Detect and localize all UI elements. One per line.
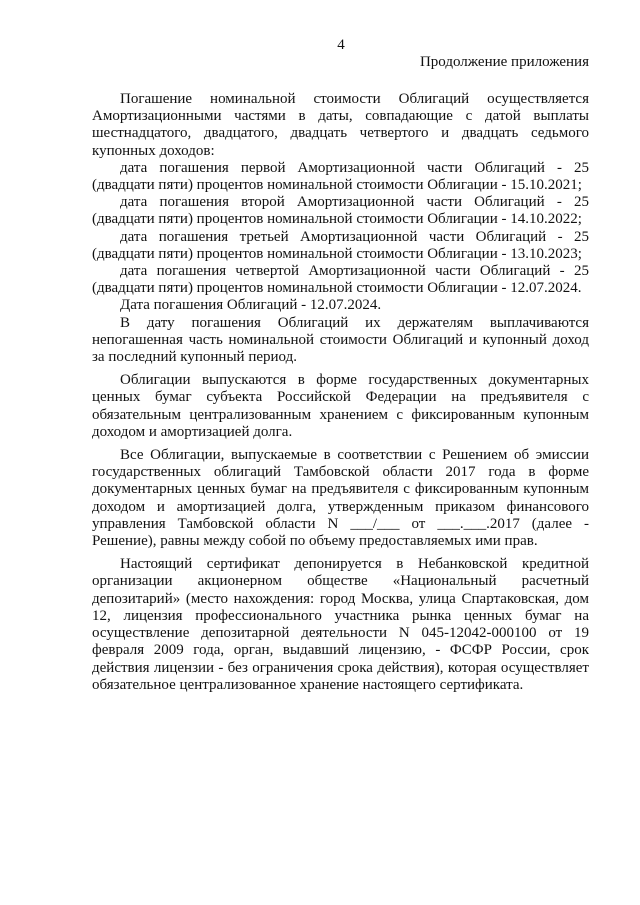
paragraph-bond-form: Облигации выпускаются в форме государственных документарных ценных бумаг субъекта Российской Федерации на предъявителя с обязательным централизованным хранением с фиксированным купонным доходом и амортизацией долга. [92, 372, 589, 440]
paragraph-amortization-second: дата погашения второй Амортизационной части Облигаций - 25 (двадцати пяти) процентов номинальной стоимости Облигации - 14.10.2022; [92, 194, 589, 228]
paragraph-amortization-third: дата погашения третьей Амортизационной части Облигаций - 25 (двадцати пяти) процентов номинальной стоимости Облигации - 13.10.2023; [92, 228, 589, 262]
paragraph-equal-rights: Все Облигации, выпускаемые в соответствии с Решением об эмиссии государственных облигаций Тамбовской области 2017 года в форме документарных ценных бумаг на предъявителя с фиксированным купонным доходом и амортизацией долга, утвержденным приказом финансового управления Тамбовской области N ___/___ от ___.___.2017 (далее - Решение), равны между собой по объему предоставляемых ими прав. [92, 447, 589, 550]
document-body [92, 91, 589, 694]
paragraph-amortization-fourth: дата погашения четвертой Амортизационной части Облигаций - 25 (двадцати пяти) процентов номинальной стоимости Облигации - 12.07.2024. [92, 263, 589, 297]
paragraph-depository: Настоящий сертификат депонируется в Небанковской кредитной организации акционерном обществе «Национальный расчетный депозитарий» (место нахождения: город Москва, улица Спартаковская, дом 12, лицензия профессионального участника рынка ценных бумаг на осуществление депозитарной деятельности N 045-12042-000100 от 19 февраля 2009 года, орган, выдавший лицензию, - ФСФР России, срок действия лицензии - без ограничения срока действия), которая осуществляет обязательное централизованное хранение настоящего сертификата. [92, 556, 589, 693]
paragraph-maturity-payment: В дату погашения Облигаций их держателям выплачиваются непогашенная часть номинальной стоимости Облигаций и купонный доход за последний купонный период. [92, 314, 589, 366]
page-number: 4 [337, 37, 345, 53]
paragraph-amortization-first: дата погашения первой Амортизационной части Облигаций - 25 (двадцати пяти) процентов номинальной стоимости Облигации - 15.10.2021; [92, 159, 589, 194]
paragraph-maturity-date: Дата погашения Облигаций - 12.07.2024. [120, 297, 382, 314]
continuation-heading: Продолжение приложения [419, 54, 589, 70]
paragraph-amortization-intro: Погашение номинальной стоимости Облигаций осуществляется Амортизационными частями в даты, совпадающие с датой выплаты шестнадцатого, двадцатого, двадцать четвертого и двадцать седьмого купонных доходов: [92, 91, 589, 159]
